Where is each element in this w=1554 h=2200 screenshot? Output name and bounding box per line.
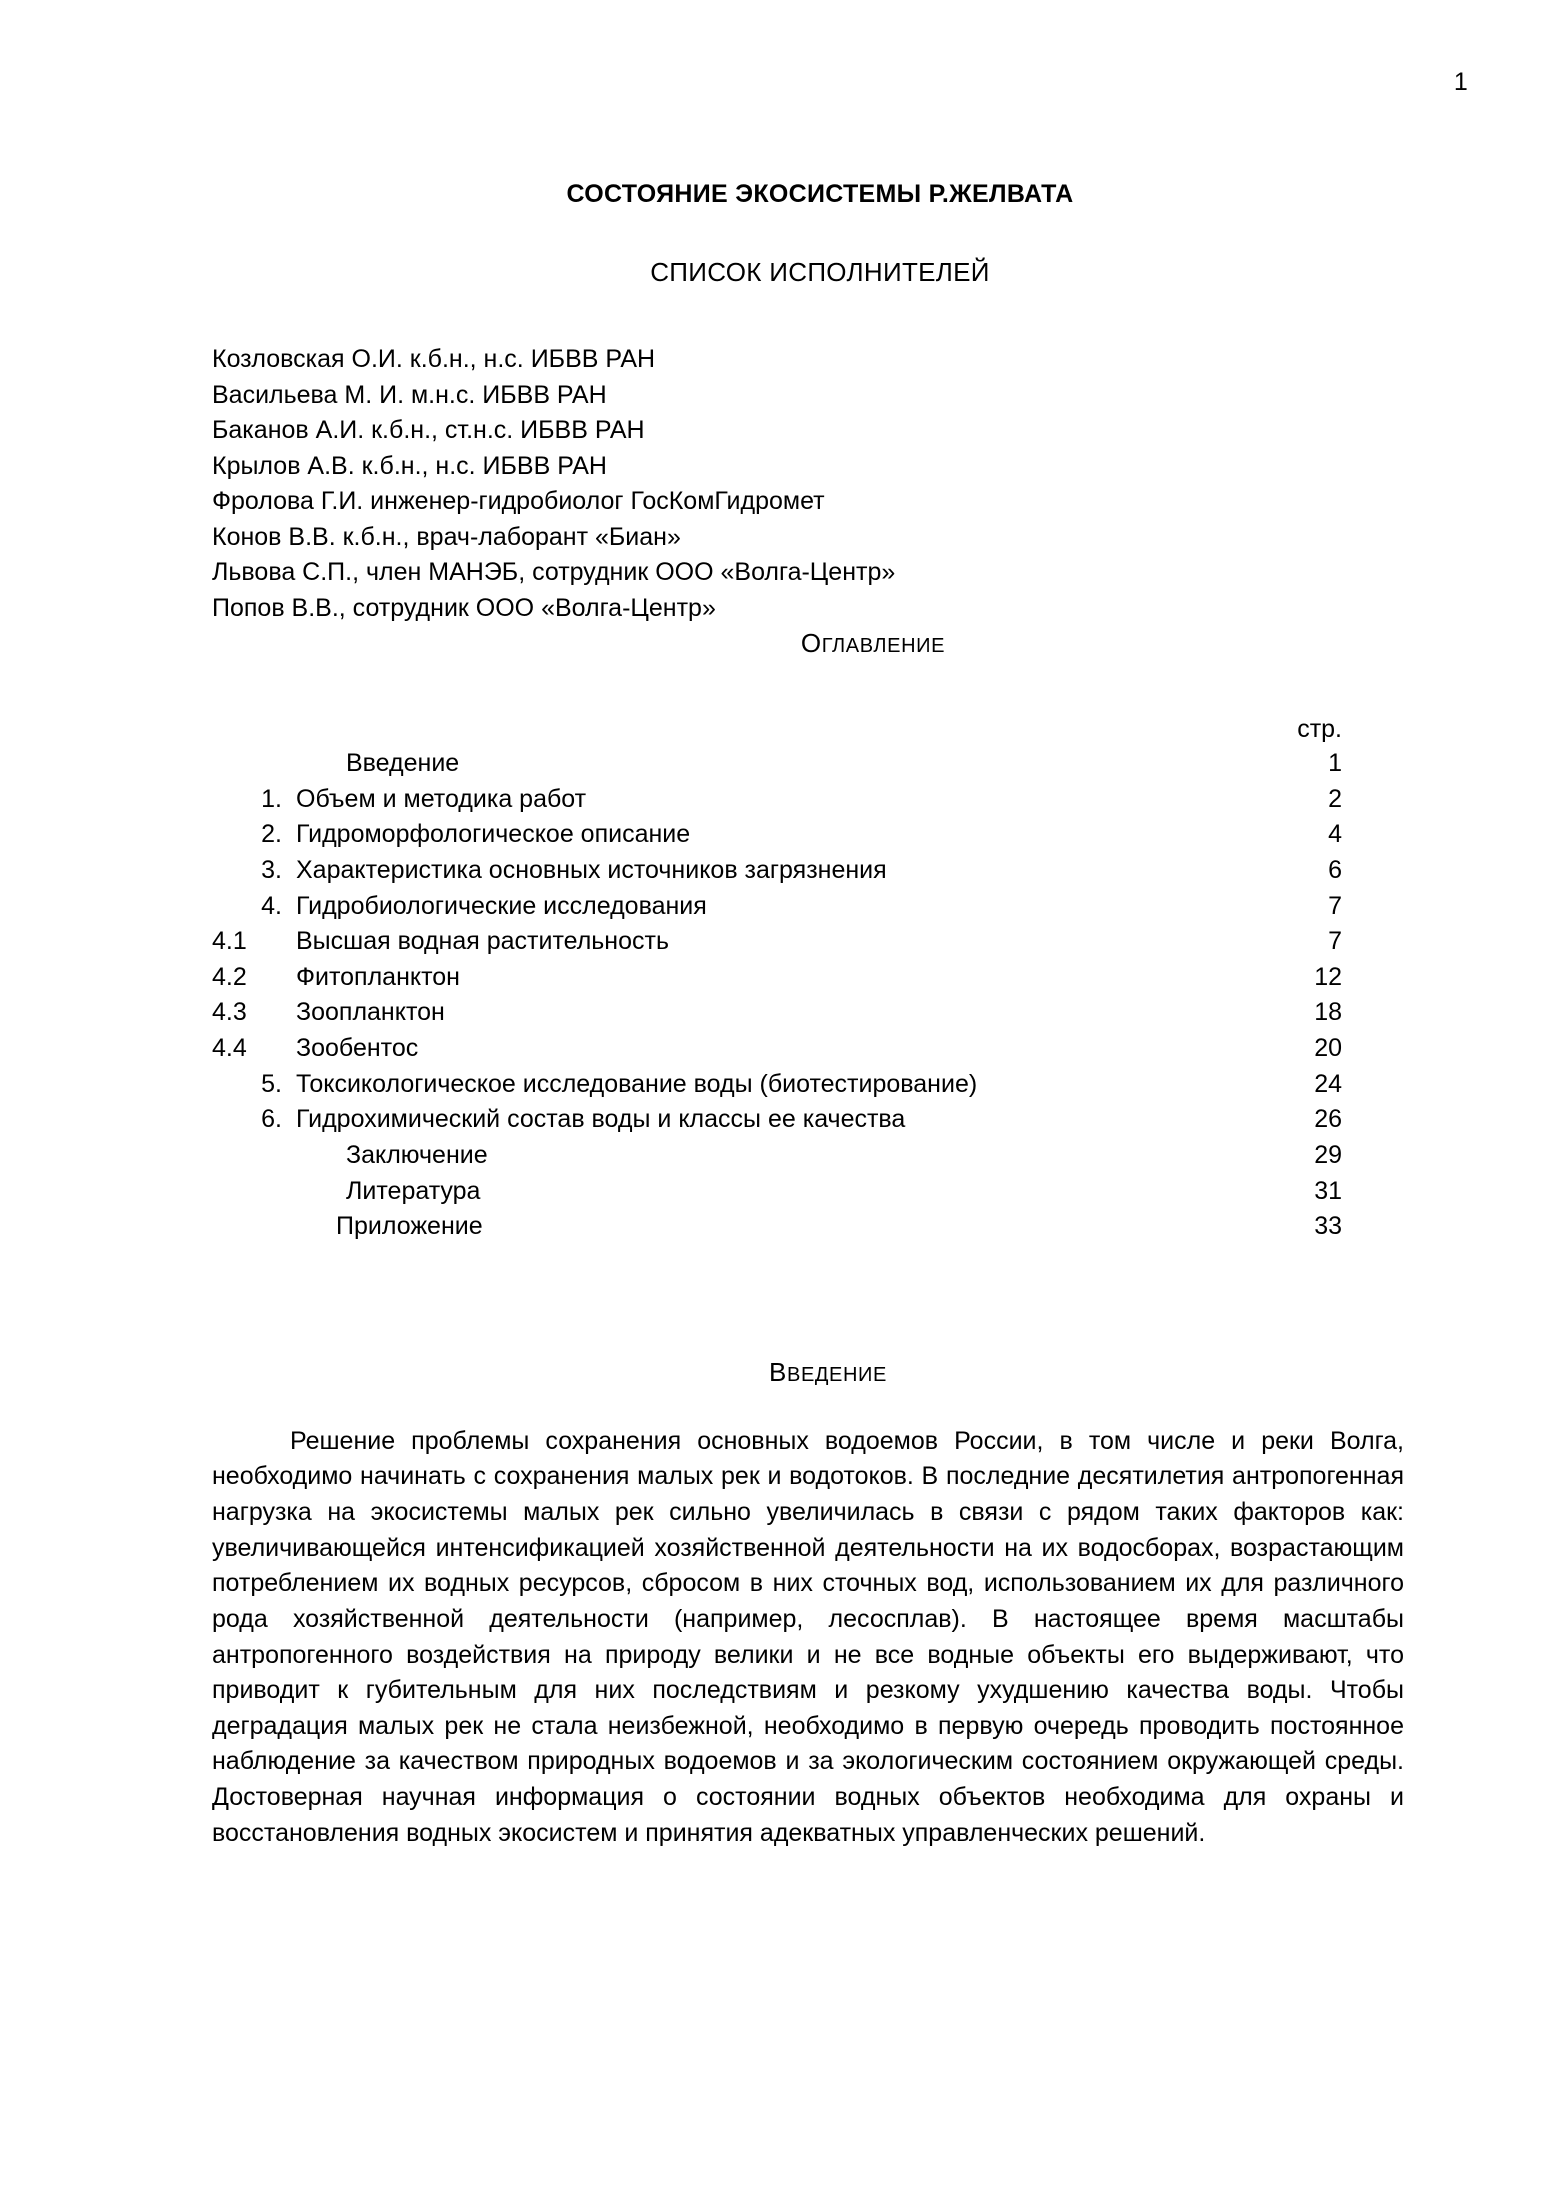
toc-row-label: Фитопланктон [296,962,460,991]
toc-row-label: Гидрохимический состав воды и классы ее качества [296,1105,906,1134]
toc-row-label: Зообентос [296,1034,419,1062]
toc-row-label: Заключение [346,1140,488,1169]
toc-heading-rest: ГЛАВЛЕНИЕ [821,635,946,657]
introduction-heading-rest: ВЕДЕНИЕ [787,1363,887,1386]
contributor-item: Фролова Г.И. инженер-гидробиолог ГосКомГидромет [212,487,825,515]
toc-heading-initial: О [800,628,822,658]
toc-row-label: Объем и методика работ [296,784,587,813]
contributor-item: Козловская О.И. к.б.н., н.с. ИБВВ РАН [212,345,656,373]
toc-row-label: Введение [346,749,460,777]
toc-row-page: 31 [1314,1176,1342,1205]
toc-row-page: 6 [1328,855,1342,884]
toc-row-page: 7 [1328,927,1342,956]
toc-row-page: 1 [1328,749,1342,777]
toc-row-label: Характеристика основных источников загрязнения [296,855,887,884]
contributor-item: Попов В.В., сотрудник ООО «Волга-Центр» [212,593,716,622]
toc-row-label: Гидробиологические исследования [296,891,707,920]
toc-row-number: 4.1 [212,927,247,956]
contributor-item: Баканов А.И. к.б.н., ст.н.с. ИБВВ РАН [212,416,645,444]
toc-row-label: Гидроморфологическое описание [296,820,691,849]
toc-page-column-header: стр. [1297,715,1342,743]
toc-row-page: 26 [1314,1105,1342,1134]
page-content [212,180,1404,1851]
toc-row-page: 24 [1314,1069,1342,1098]
contributor-item: Крылов А.В. к.б.н., н.с. ИБВВ РАН [212,451,607,480]
toc-row[interactable] [212,889,1404,925]
toc-row[interactable] [212,1138,1404,1174]
toc-row[interactable] [212,995,1404,1031]
toc-row[interactable] [212,1209,1404,1245]
document-title: СОСТОЯНИЕ ЭКОСИСТЕМЫ Р.ЖЕЛВАТА [566,180,1074,208]
toc-row-number: 4. [261,891,282,920]
toc-row-page: 33 [1314,1212,1342,1241]
toc-row-label: Токсикологическое исследование воды (биотестирование) [296,1069,978,1098]
toc-row-number: 6. [261,1105,282,1134]
toc-row[interactable] [212,1102,1404,1138]
toc-row-label: Приложение [336,1212,483,1241]
introduction-heading-initial: В [769,1356,787,1387]
toc-row[interactable] [212,1174,1404,1210]
contributor-item: Львова С.П., член МАНЭБ, сотрудник ООО «Волга-Центр» [212,558,896,586]
toc-row-page: 18 [1314,998,1342,1027]
toc-row-page: 2 [1328,784,1342,813]
toc-row[interactable] [212,1031,1404,1067]
toc-row-number: 4.2 [212,962,247,991]
toc-row[interactable] [212,746,1404,782]
toc-row[interactable] [212,960,1404,996]
toc-row-page: 4 [1328,820,1342,849]
toc-row-number: 5. [261,1069,282,1098]
toc-row[interactable] [212,853,1404,889]
toc-row[interactable] [212,782,1404,818]
page-number: 1 [1453,68,1468,96]
toc-row-number: 3. [261,855,282,884]
toc-row[interactable] [212,924,1404,960]
toc-row-number: 2. [261,820,282,849]
toc-row-label: Зоопланктон [296,998,445,1027]
toc-row[interactable] [212,1067,1404,1103]
toc-row[interactable] [212,817,1404,853]
toc-row-number: 4.3 [212,998,247,1027]
toc-row-label: Литература [346,1176,481,1205]
toc-row-page: 7 [1328,891,1342,920]
contributors-list [212,342,1404,626]
table-of-contents [212,715,1404,1245]
toc-row-number: 4.4 [212,1034,247,1062]
toc-row-page: 29 [1314,1140,1342,1169]
toc-row-page: 12 [1314,962,1342,991]
contributor-item: Конов В.В. к.б.н., врач-лаборант «Биан» [212,522,681,551]
toc-row-label: Высшая водная растительность [296,927,669,956]
toc-row-number: 1. [261,784,282,813]
introduction-paragraph: Решение проблемы сохранения основных водоемов России, в том числе и реки Волга, необходимо начинать с сохранения малых рек и водотоков. В последние десятилетия антропогенная нагрузка на экосистемы малых рек сильно увеличилась в связи с рядом таких факторов как: увеличивающейся интенсификацией хозяйственной деятельности на их водосборах, возрастающим потреблением их водных ресурсов, сбросом в них сточных вод, использованием их для различного рода хозяйственной деятельности (например, лесосплав). В настоящее время масштабы антропогенного воздействия на природу велики и не все водные объекты его выдерживают, что приводит к губительным для них последствиям и резкому ухудшению качества воды. Чтобы деградация малых рек не стала неизбежной, необходимо в первую очередь проводить постоянное наблюдение за качеством природных водоемов и за экологическим состоянием окружающей среды. Достоверная научная информация о состоянии водных объектов необходима для охраны и восстановления водных экосистем и принятия адекватных управленческих решений. [212,1426,1404,1847]
contributors-heading: СПИСОК ИСПОЛНИТЕЛЕЙ [650,257,990,287]
introduction-heading [212,1357,1404,1388]
toc-heading [212,628,1404,659]
toc-row-page: 20 [1314,1034,1342,1062]
contributor-item: Васильева М. И. м.н.с. ИБВВ РАН [212,380,607,409]
